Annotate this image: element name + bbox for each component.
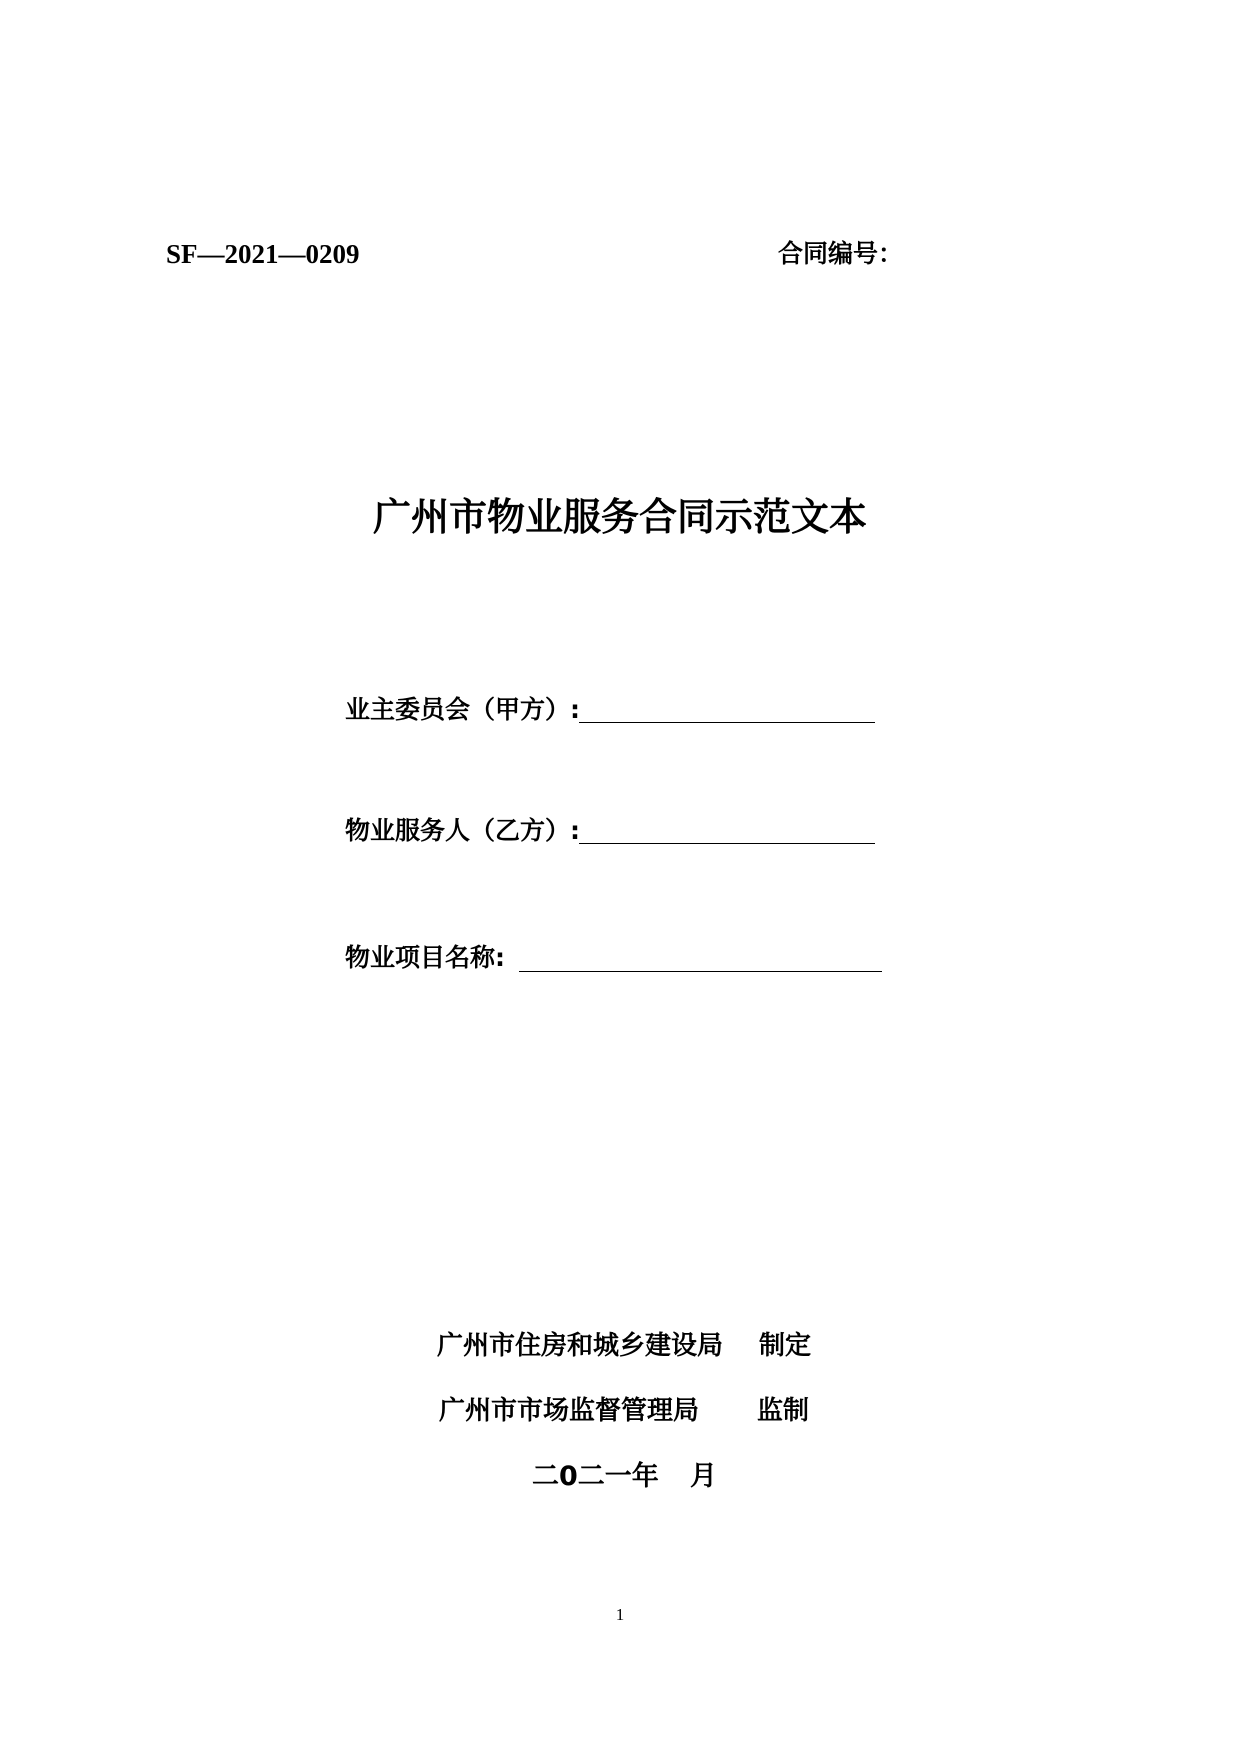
page-number: 1 — [615, 1605, 625, 1624]
project-name-blank-line — [519, 971, 882, 972]
project-name-label: 物业项目名称: — [345, 943, 505, 972]
document-code: SF—2021—0209 — [166, 239, 360, 269]
contract-number-label: 合同编号： — [778, 239, 904, 268]
maker-organization: 广州市住房和城乡建设局 — [437, 1331, 724, 1361]
date-month: 月 — [690, 1461, 717, 1492]
supervisor-role: 监制 — [757, 1396, 810, 1426]
party-a-blank-line — [579, 722, 875, 723]
party-b-label: 物业服务人（乙方）: — [345, 816, 580, 845]
supervisor-organization: 广州市市场监督管理局 — [439, 1396, 700, 1426]
document-title: 广州市物业服务合同示范文本 — [372, 495, 867, 539]
party-a-label: 业主委员会（甲方）: — [345, 695, 580, 724]
maker-role: 制定 — [759, 1331, 812, 1361]
date-year: 二0二一年 — [532, 1461, 659, 1492]
party-b-blank-line — [579, 843, 875, 844]
